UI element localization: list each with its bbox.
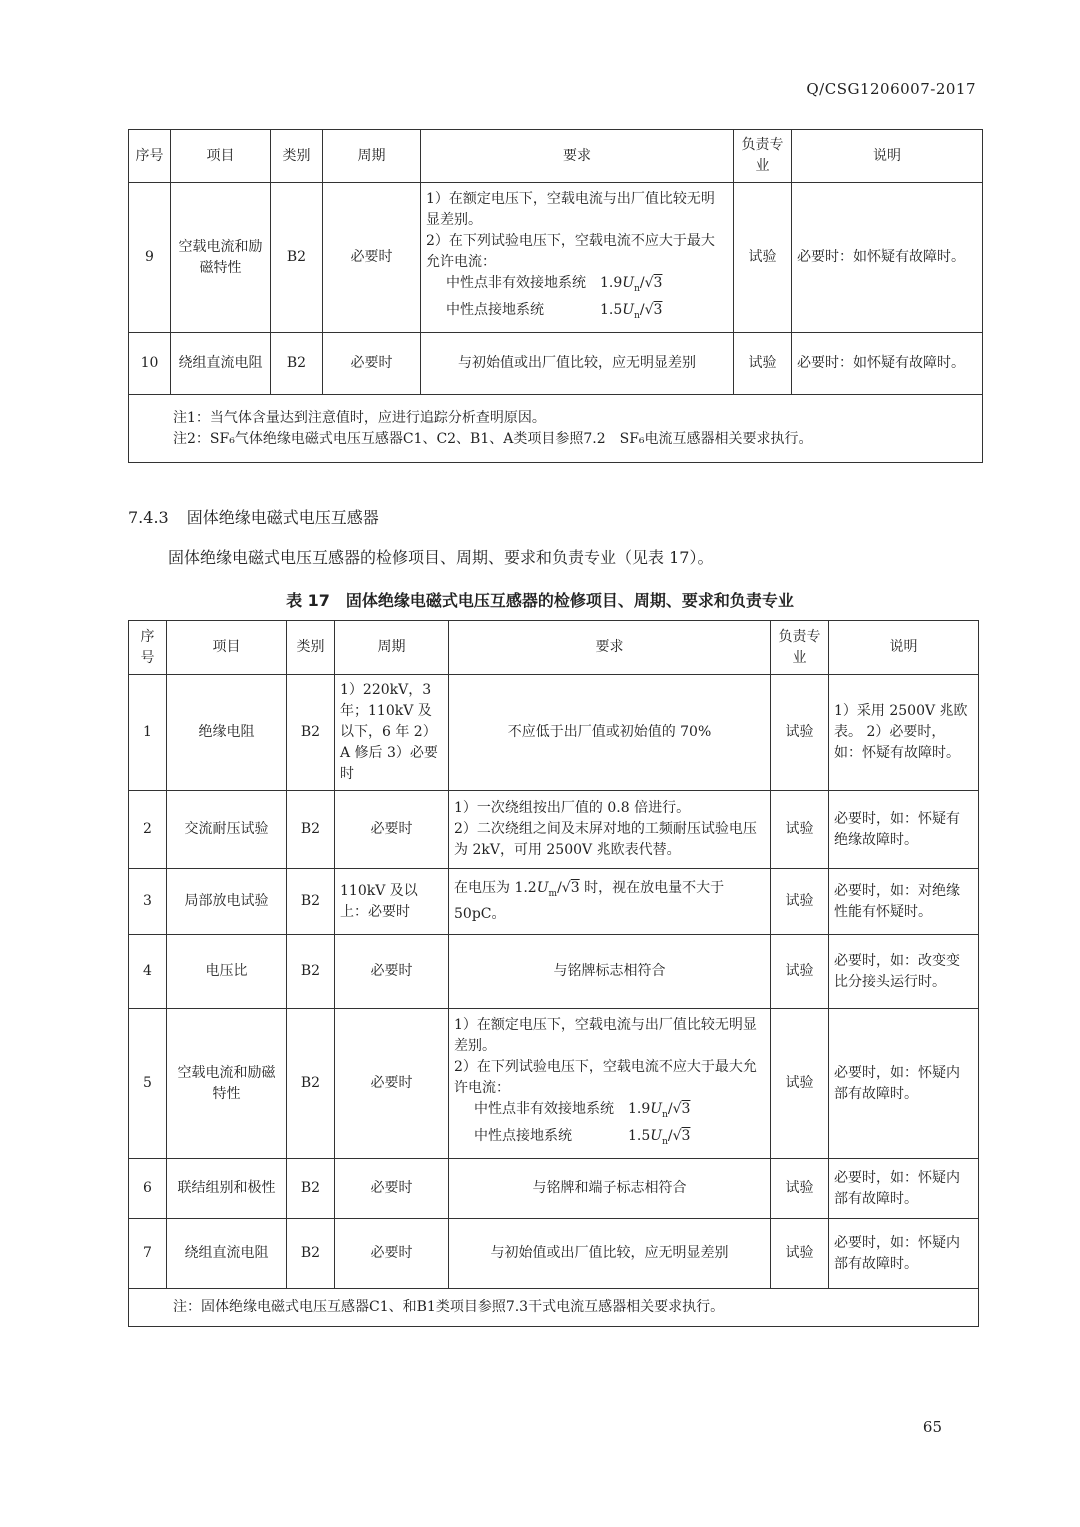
row-department: 试验 [771,1219,829,1289]
row-category: B2 [287,791,335,869]
row-requirement: 与初始值或出厂值比较，应无明显差别 [449,1219,771,1289]
row-period: 必要时 [335,1219,449,1289]
table-row [129,791,979,869]
note-line: 注2：SF₆气体绝缘电磁式电压互感器C1、C2、B1、A类项目参照7.2 SF₆电流互感器相关要求执行。 [173,430,813,447]
requirement-line: 2）在下列试验电压下，空载电流不应大于最大允许电流： [454,1058,757,1096]
formula-unit: U [650,1127,663,1144]
formula-unit: U [622,274,635,291]
header-no: 序号 [129,621,167,675]
formula-coef: 1.9 [600,274,623,291]
row-requirement: 在电压为 $1.2U_m/√3$ 时，视在放电量不大于 50pC。 [449,869,771,935]
row-category: B2 [287,1159,335,1219]
row-item: 绕组直流电阻 [171,333,271,395]
formula-coef: 1.9 [628,1100,651,1117]
row-category: B2 [287,1009,335,1159]
header-requirement: 要求 [421,130,734,183]
table-row [129,869,979,935]
header-category: 类别 [287,621,335,675]
formula-label: 中性点非有效接地系统 [474,1100,614,1117]
row-note: 必要时，如：怀疑有绝缘故障时。 [829,791,979,869]
row-no: 3 [129,869,167,935]
header-period: 周期 [335,621,449,675]
formula-unit: U [622,301,635,318]
table-row [129,1219,979,1289]
row-requirement: 与铭牌和端子标志相符合 [449,1159,771,1219]
row-note: 必要时，如：怀疑内部有故障时。 [829,1159,979,1219]
pd-text-pre: 在电压为 1.2 [454,879,537,896]
row-department: 试验 [771,675,829,791]
pd-radicand: 3 [570,879,580,896]
row-category: B2 [287,935,335,1009]
row-note: 1）采用 2500V 兆欧表。 2）必要时，如：怀疑有故障时。 [829,675,979,791]
formula-label: 中性点接地系统 [474,1127,572,1144]
row-no: 4 [129,935,167,1009]
row-category: B2 [287,1219,335,1289]
header-category: 类别 [271,130,323,183]
pd-text-post: 时，视在放电量不大于 50pC。 [454,879,725,923]
row-requirement [449,1009,771,1159]
row-period: 必要时 [323,333,421,395]
row-period: 1）220kV，3年；110kV 及以下，6 年 2）A 修后 3）必要时 [335,675,449,791]
row-no: 6 [129,1159,167,1219]
row-item: 联结组别和极性 [167,1159,287,1219]
header-requirement: 要求 [449,621,771,675]
formula-coef: 1.5 [628,1127,651,1144]
formula-coef: 1.5 [600,301,623,318]
formula-sub: n [634,310,640,321]
requirement-line: 2）二次绕组之间及末屏对地的工频耐压试验电压为 2kV，可用 2500V 兆欧表代替。 [454,821,757,858]
header-department: 负责专业 [734,130,792,183]
header-item: 项目 [171,130,271,183]
formula-line: 中性点非有效接地系统 $1.9U_n/√3$ [474,1100,691,1120]
body-paragraph: 固体绝缘电磁式电压互感器的检修项目、周期、要求和负责专业（见表 17）。 [168,548,714,567]
row-no: 7 [129,1219,167,1289]
row-no: 1 [129,675,167,791]
section-title: 固体绝缘电磁式电压互感器 [186,508,379,527]
row-requirement: 与初始值或出厂值比较，应无明显差别 [421,333,734,395]
formula-label: 中性点非有效接地系统 [446,274,586,291]
formula-unit: U [650,1100,663,1117]
row-category: B2 [287,869,335,935]
requirement-line: 1）一次绕组按出厂值的 0.8 倍进行。 [454,800,691,816]
row-item: 绝缘电阻 [167,675,287,791]
row-item: 局部放电试验 [167,869,287,935]
formula-radicand: 3 [653,274,663,291]
table-row [129,1009,979,1159]
table-header-row [129,621,979,675]
formula-radicand: 3 [653,301,663,318]
table-row [129,183,983,333]
row-period: 必要时 [323,183,421,333]
table-notes [129,395,983,463]
row-department: 试验 [771,935,829,1009]
table-note: 注：固体绝缘电磁式电压互感器C1、和B1类项目参照7.3干式电流互感器相关要求执行。 [129,1289,979,1327]
formula-radicand: 3 [681,1127,691,1144]
row-department: 试验 [734,183,792,333]
row-category: B2 [271,183,323,333]
header-note: 说明 [792,130,983,183]
row-item: 绕组直流电阻 [167,1219,287,1289]
section-number: 7.4.3 [128,508,169,527]
table-notes-row [129,395,983,463]
note-line: 注1：当气体含量达到注意值时，应进行追踪分析查明原因。 [173,409,546,426]
requirement-line: 1）在额定电压下，空载电流与出厂值比较无明显差别。 [426,190,715,228]
requirement-line: 2）在下列试验电压下，空载电流不应大于最大允许电流： [426,232,715,270]
row-category: B2 [287,675,335,791]
header-department: 负责专业 [771,621,829,675]
row-period: 必要时 [335,1159,449,1219]
row-period: 必要时 [335,1009,449,1159]
row-item: 交流耐压试验 [167,791,287,869]
row-department: 试验 [734,333,792,395]
table-continuation [128,129,983,463]
header-item: 项目 [167,621,287,675]
row-item: 空载电流和励磁特性 [167,1009,287,1159]
table-17 [128,620,979,1327]
row-period: 必要时 [335,791,449,869]
document-code: Q/CSG1206007-2017 [806,80,976,98]
requirement-line: 1）在额定电压下，空载电流与出厂值比较无明显差别。 [454,1016,757,1054]
row-note: 必要时，如：改变变比分接头运行时。 [829,935,979,1009]
table-row [129,333,983,395]
formula-line: 中性点接地系统 $1.5U_n/√3$ [474,1127,691,1147]
table-row [129,935,979,1009]
row-item: 空载电流和励磁特性 [171,183,271,333]
row-requirement: 与铭牌标志相符合 [449,935,771,1009]
formula-line: 中性点接地系统 $1.5U_n/√3$ [446,301,663,321]
table-row [129,1159,979,1219]
formula-line: 中性点非有效接地系统 $1.9U_n/√3$ [446,274,663,294]
formula-radicand: 3 [681,1100,691,1117]
row-department: 试验 [771,869,829,935]
pd-sub: m [548,888,558,899]
row-note: 必要时：如怀疑有故障时。 [792,183,983,333]
formula-sub: n [634,283,640,294]
table-notes-row [129,1289,979,1327]
row-category: B2 [271,333,323,395]
pd-unit: U [536,879,549,896]
formula-label: 中性点接地系统 [446,301,544,318]
header-note: 说明 [829,621,979,675]
page-number: 65 [922,1418,942,1436]
row-requirement: 不应低于出厂值或初始值的 70% [449,675,771,791]
row-department: 试验 [771,791,829,869]
row-no: 10 [129,333,171,395]
row-no: 2 [129,791,167,869]
row-period: 110kV 及以上：必要时 [335,869,449,935]
table-row [129,675,979,791]
row-requirement [449,791,771,869]
row-department: 试验 [771,1159,829,1219]
row-department: 试验 [771,1009,829,1159]
table-header-row [129,130,983,183]
formula-sub: n [662,1109,668,1120]
row-note: 必要时：如怀疑有故障时。 [792,333,983,395]
row-period: 必要时 [335,935,449,1009]
row-no: 9 [129,183,171,333]
row-item: 电压比 [167,935,287,1009]
row-note: 必要时，如：怀疑内部有故障时。 [829,1009,979,1159]
section-heading [128,505,379,528]
table-caption: 表 17 固体绝缘电磁式电压互感器的检修项目、周期、要求和负责专业 [286,591,794,610]
row-note: 必要时，如：对绝缘性能有怀疑时。 [829,869,979,935]
row-requirement [421,183,734,333]
header-no: 序号 [129,130,171,183]
row-note: 必要时，如：怀疑内部有故障时。 [829,1219,979,1289]
header-period: 周期 [323,130,421,183]
row-no: 5 [129,1009,167,1159]
formula-sub: n [662,1136,668,1147]
